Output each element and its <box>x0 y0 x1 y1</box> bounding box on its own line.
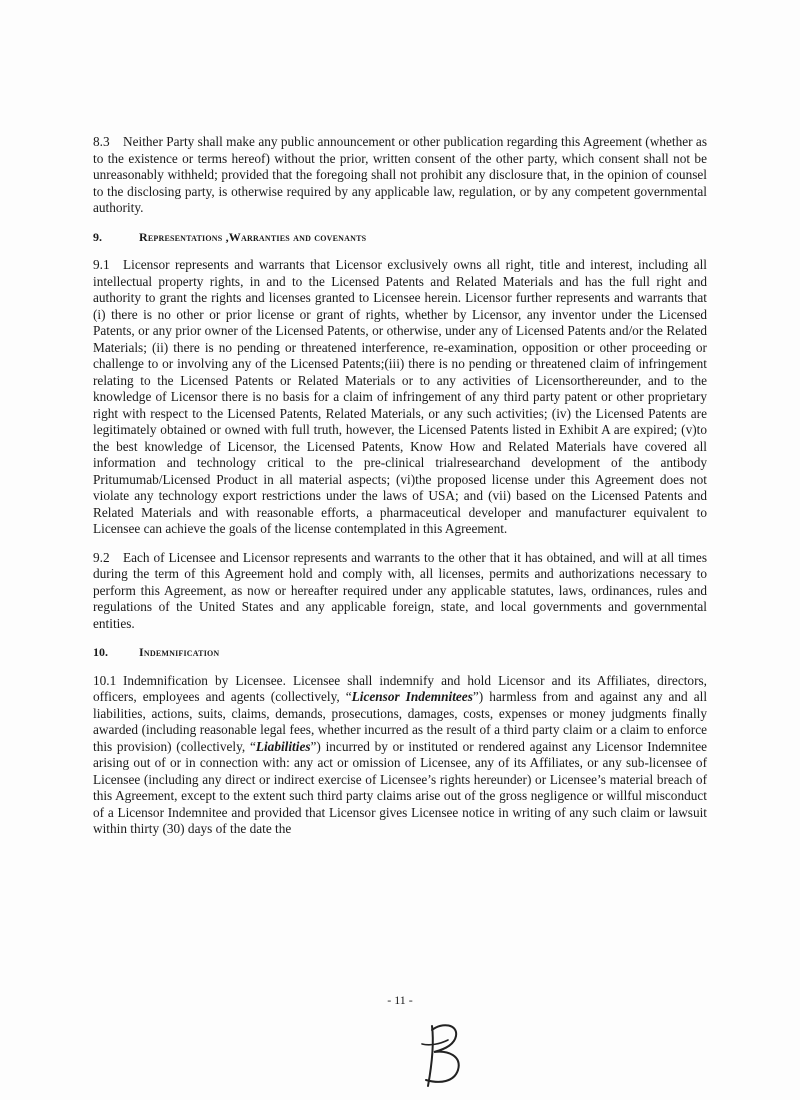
section-title: Representations ,Warranties and covenants <box>139 229 367 244</box>
clause-8-3 <box>93 134 707 217</box>
defined-term: Liabilities <box>255 738 311 754</box>
section-heading-9 <box>93 229 707 246</box>
clause-10-1 <box>93 673 707 838</box>
clause-number: 9.2 <box>93 549 110 565</box>
defined-term: Licensor Indemnitees <box>351 689 473 704</box>
clause-text-part: ”) harmless from and against any and all liabilities, actions, suits, claims, demands, prosecutions, damages, costs, expenses or money judgments finally awarded (including reasonable legal fees, whether incurred as the result of a third party claim or a claim to enforce this provision) (collectively, “ <box>93 689 708 754</box>
clause-9-1 <box>93 257 707 538</box>
section-number: 10. <box>93 645 108 659</box>
clause-number: 10.1 <box>93 672 117 688</box>
clause-text: Licensor represents and warrants that Licensor exclusively owns all right, title and interest, including all intellectual property rights, in and to the Licensed Patents and Related Materials and has the full right and authority to grant the rights and licenses granted to Licensee herein. Licensor further represents and warrants that (i) there is no other or prior license or grant of rights, whether by Licensor, any inventor under the Licensed Patents, or any prior owner of the Licensed Patents, or otherwise, under any of Licensed Patents and/or the Related Materials; (ii) there is no pending or threatened interference, re-examination, opposition or other proceeding or challenge to or involving any of the Licensed Patents;(iii) there is no pending or threatened claim of infringement relating to the Licensed Patents or Related Materials or to any activities of Licensorthereunder, and to the knowledge of Licensor there is no basis for a claim of infringement of any third party patent or other proprietary right with respect to the Licensed Patents, Related Materials, or any such activities; (iv) the Licensed Patents are legitimately obtained or owned with full truth, however, the Licensed Patents listed in Exhibit A are expired; (v)to the best knowledge of Licensor, the Licensed Patents, Know How and Related Materials have covered all information and technology critical to the pre-clinical trialresearchand development of the antibody Pritumumab/Licensed Product in all material aspects; (vi)the proposed license under this Agreement does not violate any technology export restrictions under the laws of USA; and (vii) based on the Licensed Patents and Related Materials and with reasonable efforts, a pharmaceutical developer and manufacturer equivalent to Licensee can achieve the goals of the license contemplated in this Agreement. <box>93 257 707 536</box>
clause-number: 8.3 <box>93 134 110 149</box>
section-title: Indemnification <box>139 645 220 659</box>
page-number: - 11 - <box>387 993 413 1007</box>
clause-text-part: ”) incurred by or instituted or rendered against any Licensor Indemnitee arising out of or in connection with: any act or omission of Licensee, any of its Affiliates, or any sub-licensee of Licensee (including any direct or indirect exercise of Licensee’s rights hereunder) or Licensee’s material breach of this Agreement, except to the extent such third party claims arise out of the gross negligence or willful misconduct of a Licensor Indemnitee and provided that Licensor gives Licensee notice in writing of any such claim or lawsuit within thirty (30) days of the date the <box>93 738 707 836</box>
section-heading-10 <box>93 644 707 661</box>
clause-number: 9.1 <box>93 257 110 272</box>
clause-text: Neither Party shall make any public announcement or other publication regarding this Agreement (whether as to the existence or terms hereof) without the prior, written consent of the other party, which consent shall not be unreasonably withheld; provided that the foregoing shall not prohibit any disclosure that, in the opinion of counsel to the disclosing party, is otherwise required by any applicable law, regulation, or by any competent governmental authority. <box>93 134 707 215</box>
clause-9-2 <box>93 550 707 633</box>
page-content <box>93 134 707 850</box>
clause-text: Each of Licensee and Licensor represents and warrants to the other that it has obtained, and will at all times during the term of this Agreement hold and comply with, all licenses, permits and authorizations necessary to perform this Agreement, as now or hereafter required under any applicable statutes, laws, ordinances, rules and regulations of the United States and any applicable foreign, state, and local governments and governmental entities. <box>93 549 707 631</box>
clause-text-part: Indemnification by Licensee. Licensee shall indemnify and hold Licensor and its Affiliates, directors, officers, employees and agents (collectively, “ <box>93 672 707 704</box>
section-number: 9. <box>93 229 102 244</box>
handwritten-initials-signature <box>418 1020 466 1092</box>
